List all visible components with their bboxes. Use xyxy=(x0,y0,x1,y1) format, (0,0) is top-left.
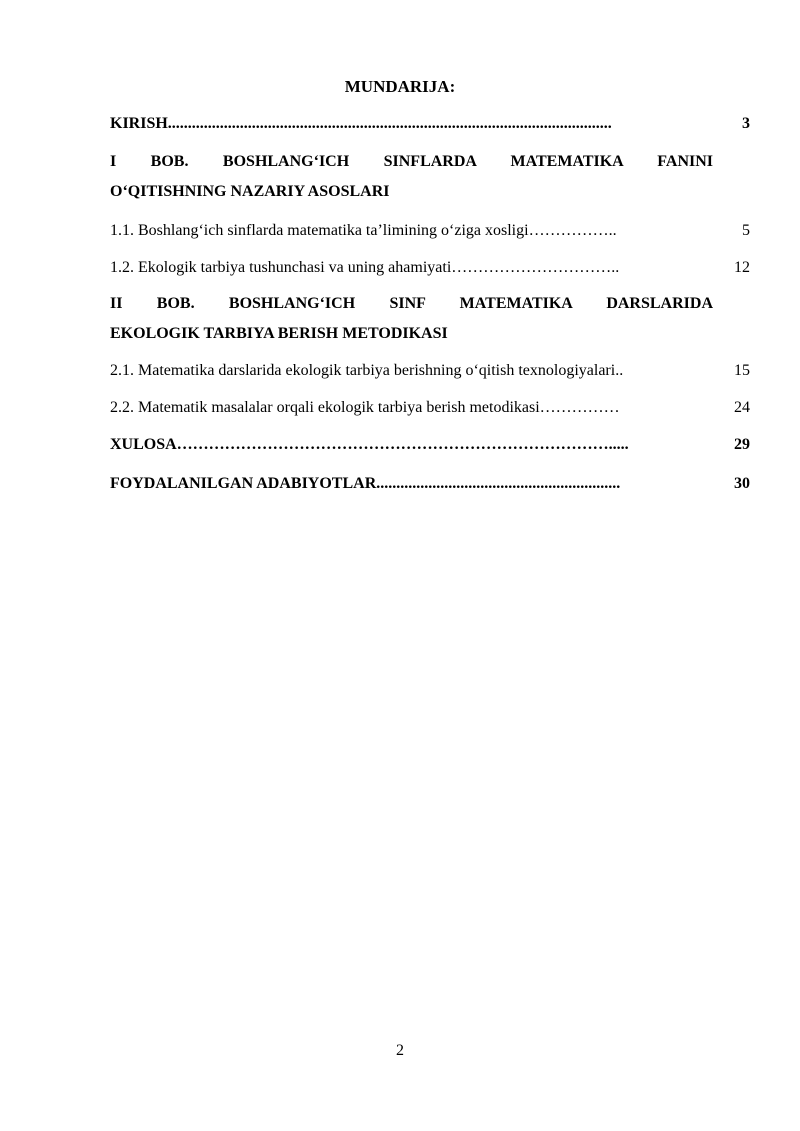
toc-entry-text: 1.2. Ekologik tarbiya tushunchasi va uning ahamiyati………………………….. xyxy=(110,259,620,276)
toc-entry-page: 5 xyxy=(742,222,750,239)
toc-chapter-heading-line1: II BOB. BOSHLANG‘ICH SINF MATEMATIKA DARSLARIDA xyxy=(110,295,713,312)
toc-entry-text: 1.1. Boshlang‘ich sinflarda matematika ta’limining o‘ziga xosligi…………….. xyxy=(110,222,617,239)
toc-chapter-heading-line2: O‘QITISHNING NAZARIY ASOSLARI xyxy=(110,183,390,200)
toc-entry-text: KIRISH............................................................................................................... xyxy=(110,115,612,132)
toc-entry-page: 3 xyxy=(742,115,750,132)
toc-entry-page: 30 xyxy=(734,475,750,492)
toc-entry-text: 2.1. Matematika darslarida ekologik tarbiya berishning o‘qitish texnologiyalari.. xyxy=(110,362,624,379)
toc-chapter-heading-line2: EKOLOGIK TARBIYA BERISH METODIKASI xyxy=(110,325,448,342)
page-title: MUNDARIJA: xyxy=(344,77,456,96)
toc-entry-text: XULOSA………………………………………………………………………..... xyxy=(110,436,629,453)
toc-chapter-heading-line1: I BOB. BOSHLANG‘ICH SINFLARDA MATEMATIKA FANINI xyxy=(110,153,713,170)
toc-entry-text: 2.2. Matematik masalalar orqali ekologik tarbiya berish metodikasi…………… xyxy=(110,399,620,416)
toc-chapter-2-heading[interactable] xyxy=(110,289,713,349)
toc-entry-page: 29 xyxy=(734,436,750,453)
toc-entry-page: 12 xyxy=(734,259,750,276)
page-number: 2 xyxy=(396,1042,404,1059)
toc-entry-page: 15 xyxy=(734,362,750,379)
toc-entry-page: 24 xyxy=(734,399,750,416)
toc-chapter-1-heading[interactable] xyxy=(110,147,713,207)
toc-entry-text: FOYDALANILGAN ADABIYOTLAR............................................................. xyxy=(110,475,621,492)
